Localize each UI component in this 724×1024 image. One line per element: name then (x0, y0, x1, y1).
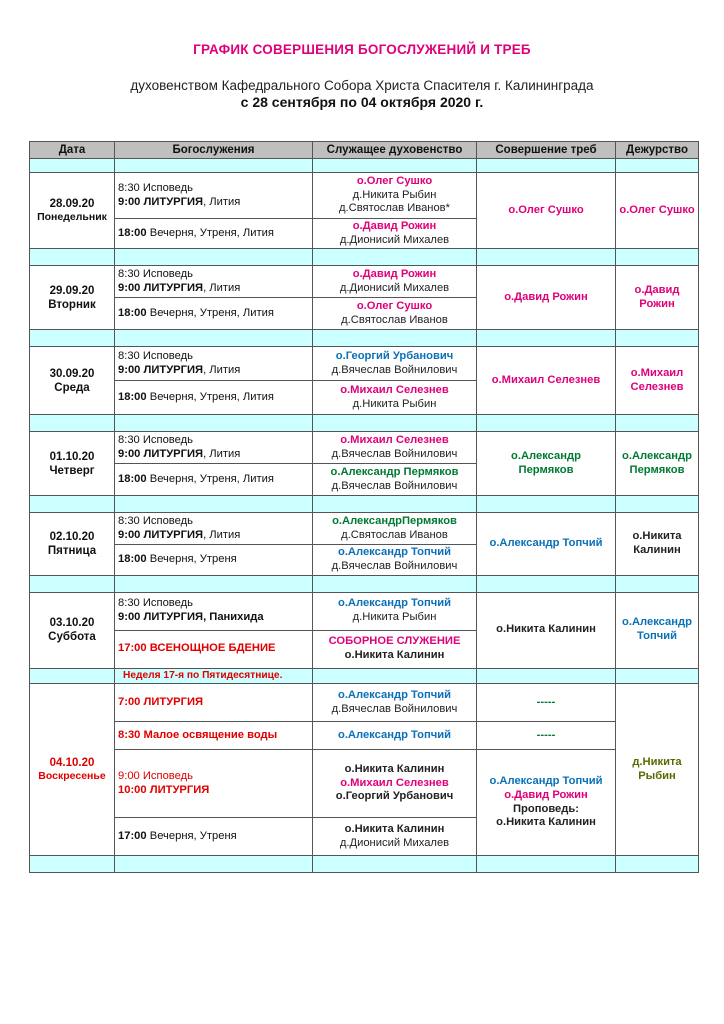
service-text: 10:00 ЛИТУРГИЯ (118, 783, 210, 796)
service-cell (115, 432, 313, 464)
service-text: Исповедь (139, 597, 193, 610)
service-cell (115, 592, 313, 630)
clergy-cell (313, 513, 477, 545)
treby-cell (477, 750, 616, 856)
weekday-text: Понедельник (37, 211, 107, 224)
clergy-name: д.Вячеслав Войнилович (331, 559, 458, 572)
weekday-text: Пятница (47, 544, 97, 557)
col-header-services: Богослужения (115, 142, 313, 159)
clergy-name: о.АлександрПермяков (332, 515, 457, 528)
service-text: Исповедь (139, 268, 193, 281)
service-text: Вечерня, Утреня (146, 553, 237, 566)
clergy-name: д.Святослав Иванов (341, 313, 448, 326)
treby-cell: ----- (477, 684, 616, 722)
separator-row (30, 415, 699, 432)
service-text: , Лития (203, 195, 241, 208)
service-cell (115, 219, 313, 249)
clergy-name: о.Михаил Селезнев (340, 384, 449, 397)
date-cell (30, 592, 115, 668)
service-text: Вечерня, Утреня (146, 829, 237, 842)
clergy-name: д.Дионисий Михалев (339, 836, 450, 849)
table-row (30, 513, 699, 545)
separator-row (30, 856, 699, 873)
sermon-label: Проповедь: (513, 802, 579, 815)
clergy-cell (313, 684, 477, 722)
duty-cell: о.Олег Сушко (616, 173, 699, 249)
separator-row (30, 249, 699, 266)
table-row (30, 750, 699, 818)
weekday-text: Вторник (48, 298, 96, 311)
clergy-name: о.Никита Калинин (344, 822, 445, 835)
clergy-name: о.Александр Топчий (337, 597, 451, 610)
treby-name: о.Никита Калинин (496, 816, 596, 829)
clergy-cell (313, 545, 477, 575)
date-text: 28.09.20 (49, 198, 95, 211)
date-cell (30, 513, 115, 575)
table-row (30, 592, 699, 630)
service-text: , Лития (203, 281, 241, 294)
service-time: 18:00 (118, 553, 147, 566)
table-row (30, 432, 699, 464)
weekday-text: Среда (54, 381, 90, 394)
date-range: с 28 сентября по 04 октября 2020 г. (240, 94, 484, 110)
service-time: 8:30 (118, 268, 140, 281)
duty-cell (616, 513, 699, 575)
clergy-cell (313, 464, 477, 496)
date-cell (30, 347, 115, 415)
clergy-cell (313, 630, 477, 668)
date-text: 02.10.20 (49, 530, 95, 543)
treby-name: о.Александр Пермяков (511, 450, 581, 476)
service-cell (115, 513, 313, 545)
service-time: 9:00 ЛИТУРГИЯ (118, 281, 204, 294)
clergy-name: д.Дионисий Михалев (339, 233, 450, 246)
clergy-cell (313, 722, 477, 750)
service-text: Вечерня, Утреня, Лития (146, 226, 274, 239)
service-time: 8:30 (118, 434, 140, 447)
clergy-name: д.Никита Рыбин (352, 397, 437, 410)
service-text: , Лития (203, 447, 241, 460)
clergy-name: д.Вячеслав Войнилович (331, 479, 458, 492)
service-time: 18:00 (118, 226, 147, 239)
service-time: 8:30 (118, 350, 140, 363)
date-text: 04.10.20 (49, 757, 95, 770)
clergy-name: о.Георгий Урбанович (335, 790, 454, 803)
treby-cell: о.Михаил Селезнев (477, 347, 616, 415)
header-row (30, 142, 699, 159)
service-cell (115, 630, 313, 668)
service-time: 9:00 ЛИТУРГИЯ (118, 363, 204, 376)
clergy-name: о.Олег Сушко (356, 300, 433, 313)
note-text: Неделя 17-я по Пятидесятнице. (115, 668, 313, 683)
service-text: Исповедь (139, 350, 193, 363)
service-cell (115, 381, 313, 415)
weekday-text: Суббота (48, 631, 96, 644)
clergy-cell (313, 219, 477, 249)
col-header-date: Дата (30, 142, 115, 159)
duty-cell (616, 347, 699, 415)
clergy-name: о.Никита Калинин (344, 649, 445, 662)
duty-cell: о.Александр Топчий (616, 592, 699, 668)
date-cell (30, 173, 115, 249)
table-row (30, 173, 699, 219)
service-text: Вечерня, Утреня, Лития (146, 473, 274, 485)
clergy-name: о.Никита Калинин (344, 763, 445, 776)
duty-cell: о.Александр Пермяков (616, 432, 699, 496)
separator-row (30, 496, 699, 513)
service-time: 17:00 (118, 829, 147, 842)
service-cell (115, 464, 313, 496)
service-text: Исповедь (139, 181, 193, 194)
service-text: Вечерня, Утреня, Лития (146, 307, 274, 319)
service-cell (115, 545, 313, 575)
service-time: 9:00 ЛИТУРГИЯ (118, 447, 204, 460)
service-cell: 8:30 Малое освящение воды (115, 722, 313, 750)
page-title: ГРАФИК СОВЕРШЕНИЯ БОГОСЛУЖЕНИЙ И ТРЕБ (193, 42, 531, 57)
service-cell (115, 750, 313, 818)
service-text: , Лития (203, 363, 241, 376)
date-text: 03.10.20 (49, 617, 95, 630)
service-cell (115, 818, 313, 856)
clergy-name: д.Никита Рыбин (352, 188, 437, 201)
date-text: 29.09.20 (49, 284, 95, 297)
duty-name: о.Михаил Селезнев (630, 367, 684, 393)
clergy-name: д.Дионисий Михалев (339, 281, 450, 294)
service-text: Вечерня, Утреня, Лития (146, 391, 274, 403)
date-text: 01.10.20 (49, 450, 95, 463)
clergy-cell (313, 592, 477, 630)
clergy-cell (313, 381, 477, 415)
clergy-name: о.Александр Пермяков (330, 466, 459, 479)
service-text: Исповедь (139, 434, 193, 447)
service-time: 8:30 (118, 181, 140, 194)
table-row (30, 347, 699, 381)
clergy-name: д.Вячеслав Войнилович (331, 363, 458, 376)
service-cell (115, 173, 313, 219)
clergy-name: о.Давид Рожин (352, 220, 437, 233)
duty-cell (616, 266, 699, 330)
col-header-duty: Дежурство (616, 142, 699, 159)
clergy-cell (313, 298, 477, 330)
separator-row (30, 575, 699, 592)
clergy-cell (313, 432, 477, 464)
table-row (30, 266, 699, 298)
service-cell (115, 266, 313, 298)
schedule-table (29, 141, 699, 873)
clergy-name: СОБОРНОЕ СЛУЖЕНИЕ (328, 635, 461, 648)
treby-cell: о.Давид Рожин (477, 266, 616, 330)
table-row (30, 722, 699, 750)
date-text: 30.09.20 (49, 367, 95, 380)
clergy-name: д.Святослав Иванов (341, 528, 448, 541)
clergy-name: о.Александр Топчий (337, 546, 451, 559)
clergy-name: о.Александр Топчий (337, 728, 451, 741)
service-text: Исповедь (139, 515, 193, 528)
clergy-cell (313, 750, 477, 818)
note-row (30, 668, 699, 683)
service-cell (115, 298, 313, 330)
col-header-clergy: Служащее духовенство (313, 142, 477, 159)
service-time: 9:00 Исповедь (118, 769, 193, 782)
treby-cell (477, 432, 616, 496)
clergy-name: о.Олег Сушко (356, 175, 433, 188)
service-cell: 7:00 ЛИТУРГИЯ (115, 684, 313, 722)
clergy-cell (313, 347, 477, 381)
clergy-name: д.Никита Рыбин (352, 611, 437, 624)
duty-cell (616, 684, 699, 856)
page-subtitle: духовенством Кафедрального Собора Христа Спасителя г. Калининграда (130, 78, 594, 93)
treby-cell: о.Никита Калинин (477, 592, 616, 668)
service-time: 8:30 (118, 597, 140, 610)
clergy-cell (313, 266, 477, 298)
date-cell (30, 432, 115, 496)
separator-row (30, 159, 699, 173)
service-cell (115, 347, 313, 381)
treby-cell: о.Олег Сушко (477, 173, 616, 249)
duty-name: о.Никита Калинин (632, 530, 682, 556)
clergy-cell (313, 818, 477, 856)
clergy-name: д.Вячеслав Войнилович (331, 702, 458, 715)
separator-row (30, 330, 699, 347)
service-time: 9:00 ЛИТУРГИЯ (118, 528, 204, 541)
treby-name: о.Давид Рожин (504, 788, 588, 801)
col-header-treby: Совершение треб (477, 142, 616, 159)
date-cell (30, 684, 115, 856)
clergy-cell (313, 173, 477, 219)
date-cell (30, 266, 115, 330)
service-time: 18:00 (118, 307, 147, 319)
service-time: 9:00 ЛИТУРГИЯ (118, 195, 204, 208)
clergy-name: о.Михаил Селезнев (340, 776, 449, 789)
service-time: 18:00 (118, 473, 147, 485)
service-text: , Лития (203, 528, 241, 541)
clergy-name: о.Георгий Урбанович (335, 350, 454, 363)
duty-name: о.Давид Рожин (634, 284, 680, 310)
clergy-name: д.Вячеслав Войнилович (331, 447, 458, 460)
service-time: 18:00 (118, 391, 147, 403)
clergy-name: о.Давид Рожин (352, 268, 437, 281)
treby-name: о.Александр Топчий (489, 775, 603, 788)
service-time: 9:00 ЛИТУРГИЯ, Панихида (118, 611, 264, 624)
treby-cell: о.Александр Топчий (477, 513, 616, 575)
clergy-name: о.Александр Топчий (337, 688, 451, 701)
treby-cell: ----- (477, 722, 616, 750)
weekday-text: Четверг (49, 464, 95, 477)
service-time: 17:00 ВСЕНОЩНОЕ БДЕНИЕ (118, 642, 276, 655)
clergy-name: д.Святослав Иванов* (339, 202, 450, 215)
table-row (30, 684, 699, 722)
clergy-name: о.Михаил Селезнев (340, 434, 449, 447)
weekday-text: Воскресенье (38, 770, 106, 783)
service-time: 8:30 (118, 515, 140, 528)
duty-name: д.Никита Рыбин (632, 755, 682, 782)
